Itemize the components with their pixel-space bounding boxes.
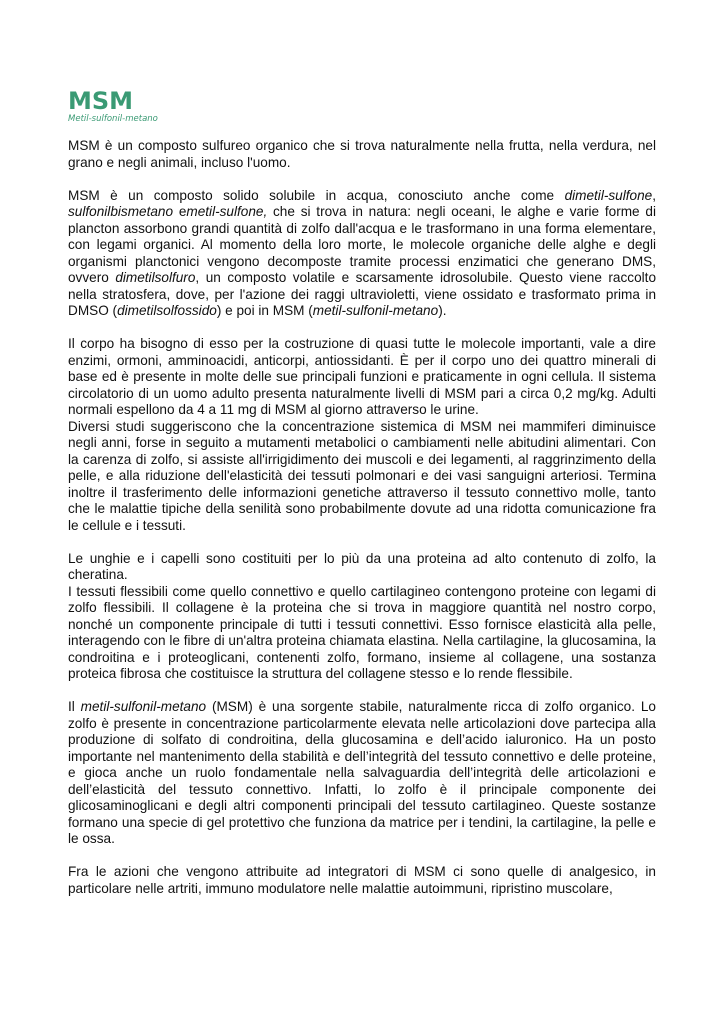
paragraph-body-needs: Il corpo ha bisogno di esso per la costruzione di quasi tutte le molecole importanti, vale a dire enzimi, ormoni, amminoacidi, anticorpi, antiossidanti. È per il corpo uno dei quattro minerali di base ed è presente in molte delle sue principali funzioni e praticamente in ogni cellula. Il sistema circolatorio di un uomo adulto presenta naturalmente livelli di MSM pari a circa 0,2 mg/kg. Adulti normali espellono da 4 a 11 mg di MSM al giorno attraverso le urine. bbox=[68, 336, 656, 417]
document-subtitle: Metil-sulfonil-metano bbox=[68, 114, 158, 124]
document-page bbox=[68, 88, 656, 897]
paragraph-tissues: I tessuti flessibili come quello connettivo e quello cartilagineo contengono proteine con legami di zolfo flessibili. Il collagene è la proteina che si trova in maggiore quantità nel nostro corpo, nonché un componente principale di tutti i tessuti connettivi. Esso fornisce elasticità alla pelle, interagendo con le fibre di un'altra proteina chiamata elastina. Nella cartilagine, la glucosamina, la condroitina e i proteoglicani, contenenti zolfo, formano, insieme al collagene, una sostanza proteica fibrosa che costituisce la struttura del collagene stesso e lo rende flessibile. bbox=[68, 583, 656, 681]
document-title: MSM bbox=[68, 87, 134, 115]
paragraph-msm-source: Il metil-sulfonil-metano (MSM) è una sorgente stabile, naturalmente ricca di zolfo organico. Lo zolfo è presente in concentrazione particolarmente elevata nelle articolazioni dove partecipa alla produzione di solfato di condroitina, della glucosamina e dell’acido ialuronico. Ha un posto importante nel mantenimento della stabilità e dell’integrità del tessuto connettivo e delle proteine, e gioca anche un ruolo fondamentale nella salvaguardia dell’integrità delle articolazioni e dell’elasticità del tessuto connettivo. Infatti, lo zolfo è il principale componente dei glicosaminoglicani e degli altri componenti principali del tessuto cartilagineo. Queste sostanze formano una specie di gel protettivo che funziona da matrice per i tendini, la cartilagine, la pelle e le ossa. bbox=[68, 699, 656, 846]
paragraph-nails-hair: Le unghie e i capelli sono costituiti per lo più da una proteina ad alto contenuto di zolfo, la cheratina. bbox=[68, 550, 656, 582]
paragraph-studies: Diversi studi suggeriscono che la concentrazione sistemica di MSM nei mammiferi diminuisce negli anni, forse in seguito a mutamenti metabolici o cambiamenti nelle abitudini alimentari. Con la carenza di zolfo, si assiste all'irrigidimento dei muscoli e dei legamenti, al raggrinzimento della pelle, e alla riduzione dell'elasticità dei tessuti polmonari e dei vasi sanguigni arteriosi. Termina inoltre il trasferimento delle informazioni genetiche attraverso il tessuto connettivo molle, tanto che le malattie tipiche della senilità sono probabilmente dovute ad una ridotta comunicazione fra le cellule e i tessuti. bbox=[68, 418, 656, 533]
paragraph-composition: MSM è un composto solido solubile in acqua, conosciuto anche come dimetil-sulfone, sulfonilbismetano emetil-sulfone, che si trova in natura: negli oceani, le alghe e varie forme di plancton assorbono grandi quantità di zolfo dall'acqua e le trasformano in una forma elementare, con legami organici. Al momento della loro morte, le molecole organiche delle alghe e degli organismi planctonici vengono decomposte tramite processi enzimatici che generano DMS, ovvero dimetilsolfuro, un composto volatile e scarsamente idrosolubile. Questo viene raccolto nella stratosfera, dove, per l'azione dei raggi ultravioletti, viene ossidato e trasformato prima in DMSO (dimetilsolfossido) e poi in MSM (metil-sulfonil-metano). bbox=[68, 187, 656, 318]
paragraph-actions: Fra le azioni che vengono attribuite ad integratori di MSM ci sono quelle di analgesico, in particolare nelle artriti, immuno modulatore nelle malattie autoimmuni, ripristino muscolare, bbox=[68, 864, 656, 896]
paragraph-intro: MSM è un composto sulfureo organico che si trova naturalmente nella frutta, nella verdura, nel grano e negli animali, incluso l'uomo. bbox=[68, 138, 656, 170]
